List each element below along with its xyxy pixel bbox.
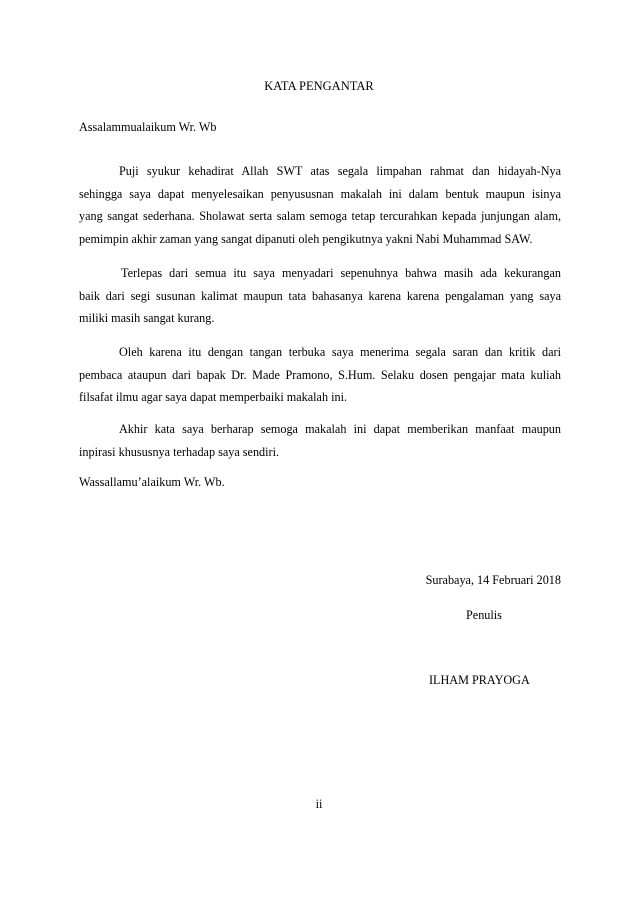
paragraph-line: Oleh karena itu dengan tangan terbuka saya menerima segala saran dan kritik dari xyxy=(119,345,561,359)
greeting: Assalammualaikum Wr. Wb xyxy=(79,120,217,134)
paragraph-3 xyxy=(79,341,561,409)
paragraph-line: baik dari segi susunan kalimat maupun tata bahasanya karena karena pengalaman yang saya xyxy=(79,288,561,303)
paragraph-1 xyxy=(79,160,561,250)
page-number: ii xyxy=(315,797,323,811)
paragraph-line: miliki masih sangat kurang. xyxy=(79,311,215,325)
paragraph-line: Akhir kata saya berharap semoga makalah ini dapat memberikan manfaat maupun xyxy=(119,422,561,436)
paragraph-line: pembaca ataupun dari bapak Dr. Made Pramono, S.Hum. Selaku dosen pengajar mata kuliah xyxy=(79,367,561,382)
closing-salutation: Wassallamu’alaikum Wr. Wb. xyxy=(79,475,225,489)
author-name: ILHAM PRAYOGA xyxy=(429,673,530,687)
paragraph-line: inpirasi khususnya terhadap saya sendiri. xyxy=(79,444,280,459)
paragraph-4 xyxy=(79,418,561,463)
place-date: Surabaya, 14 Februari 2018 xyxy=(425,573,561,587)
paragraph-2 xyxy=(79,262,561,330)
page-title: KATA PENGANTAR xyxy=(264,79,374,93)
paragraph-line: Terlepas dari semua itu saya menyadari sepenuhnya bahwa masih ada kekurangan xyxy=(121,266,561,280)
paragraph-line: Puji syukur kehadirat Allah SWT atas segala limpahan rahmat dan hidayah-Nya xyxy=(119,164,561,178)
paragraph-line: pemimpin akhir zaman yang sangat dipanuti oleh pengikutnya yakni Nabi Muhammad SAW. xyxy=(79,231,533,246)
paragraph-line: filsafat ilmu agar saya dapat memperbaiki makalah ini. xyxy=(79,390,348,404)
paragraph-line: yang sangat sederhana. Sholawat serta salam semoga tetap tercurahkan kepada junjungan alam, xyxy=(79,209,561,223)
author-role: Penulis xyxy=(466,608,502,622)
paragraph-line: sehingga saya dapat menyelesaikan penyususnan makalah ini dalam bentuk maupun isinya xyxy=(79,186,561,201)
